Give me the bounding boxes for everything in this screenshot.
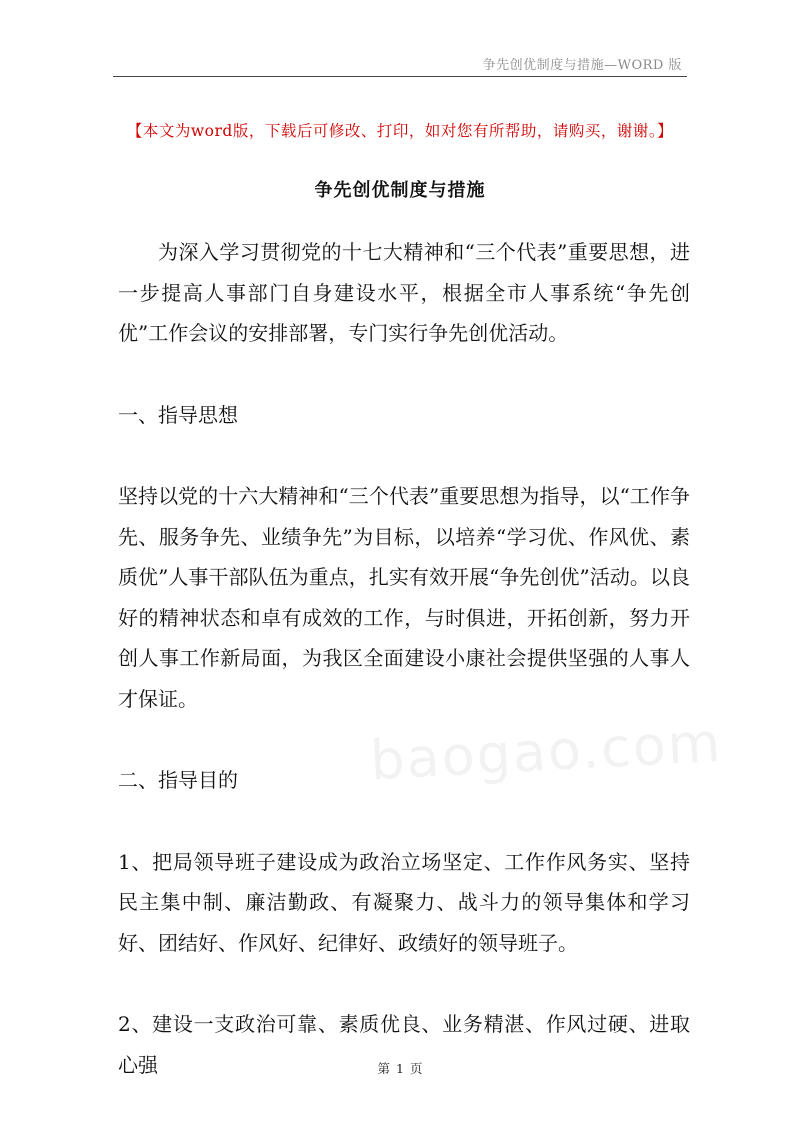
section-heading-guiding-ideology: 一、指导思想 — [118, 402, 238, 427]
guiding-ideology-paragraph: 坚持以党的十六大精神和“三个代表”重要思想为指导，以“工作争先、服务争先、业绩争先”为目标，以培养“学习优、作风优、素质优”人事干部队伍为重点，扎实有效开展“争先创优”活动。以良好的精神状态和卓有成效的工作，与时俱进，开拓创新，努力开创人事工作新局面，为我区全面建设小康社会提供坚强的人事人才保证。 — [118, 484, 690, 711]
paragraph-gap — [118, 963, 690, 1004]
intro-paragraph: 为深入学习贯彻党的十七大精神和“三个代表”重要思想，进一步提高人事部门自身建设水平，根据全市人事系统“争先创优”工作会议的安排部署，专门实行争先创优活动。 — [118, 240, 690, 345]
header-divider — [113, 76, 687, 77]
list-item-2: 2、建设一支政治可靠、素质优良、业务精湛、作风过硬、进取心强 — [118, 1012, 690, 1077]
paragraph-gap — [118, 719, 690, 760]
list-item-1: 1、把局领导班子建设成为政治立场坚定、工作作风务实、坚持民主集中制、廉洁勤政、有凝聚力、战斗力的领导集体和学习好、团结好、作风好、纪律好、政绩好的领导班子。 — [118, 849, 690, 955]
document-body — [118, 232, 690, 1085]
paragraph-gap — [118, 435, 690, 476]
watermark: baogao.com — [368, 710, 724, 793]
document-title: 争先创优制度与措施 — [314, 180, 486, 201]
download-notice: 【本文为word版，下载后可修改、打印，如对您有所帮助，请购买，谢谢。】 — [126, 122, 674, 140]
footer-prefix: 第 — [377, 1061, 391, 1076]
paragraph-gap — [118, 801, 690, 842]
section-heading-guiding-purpose: 二、指导目的 — [118, 768, 238, 792]
paragraph-gap — [118, 354, 690, 395]
page-footer — [0, 1059, 800, 1077]
page-number: 1 — [396, 1061, 404, 1076]
footer-suffix: 页 — [409, 1061, 423, 1076]
running-header: 争先创优制度与措施—WORD 版 — [482, 58, 682, 73]
